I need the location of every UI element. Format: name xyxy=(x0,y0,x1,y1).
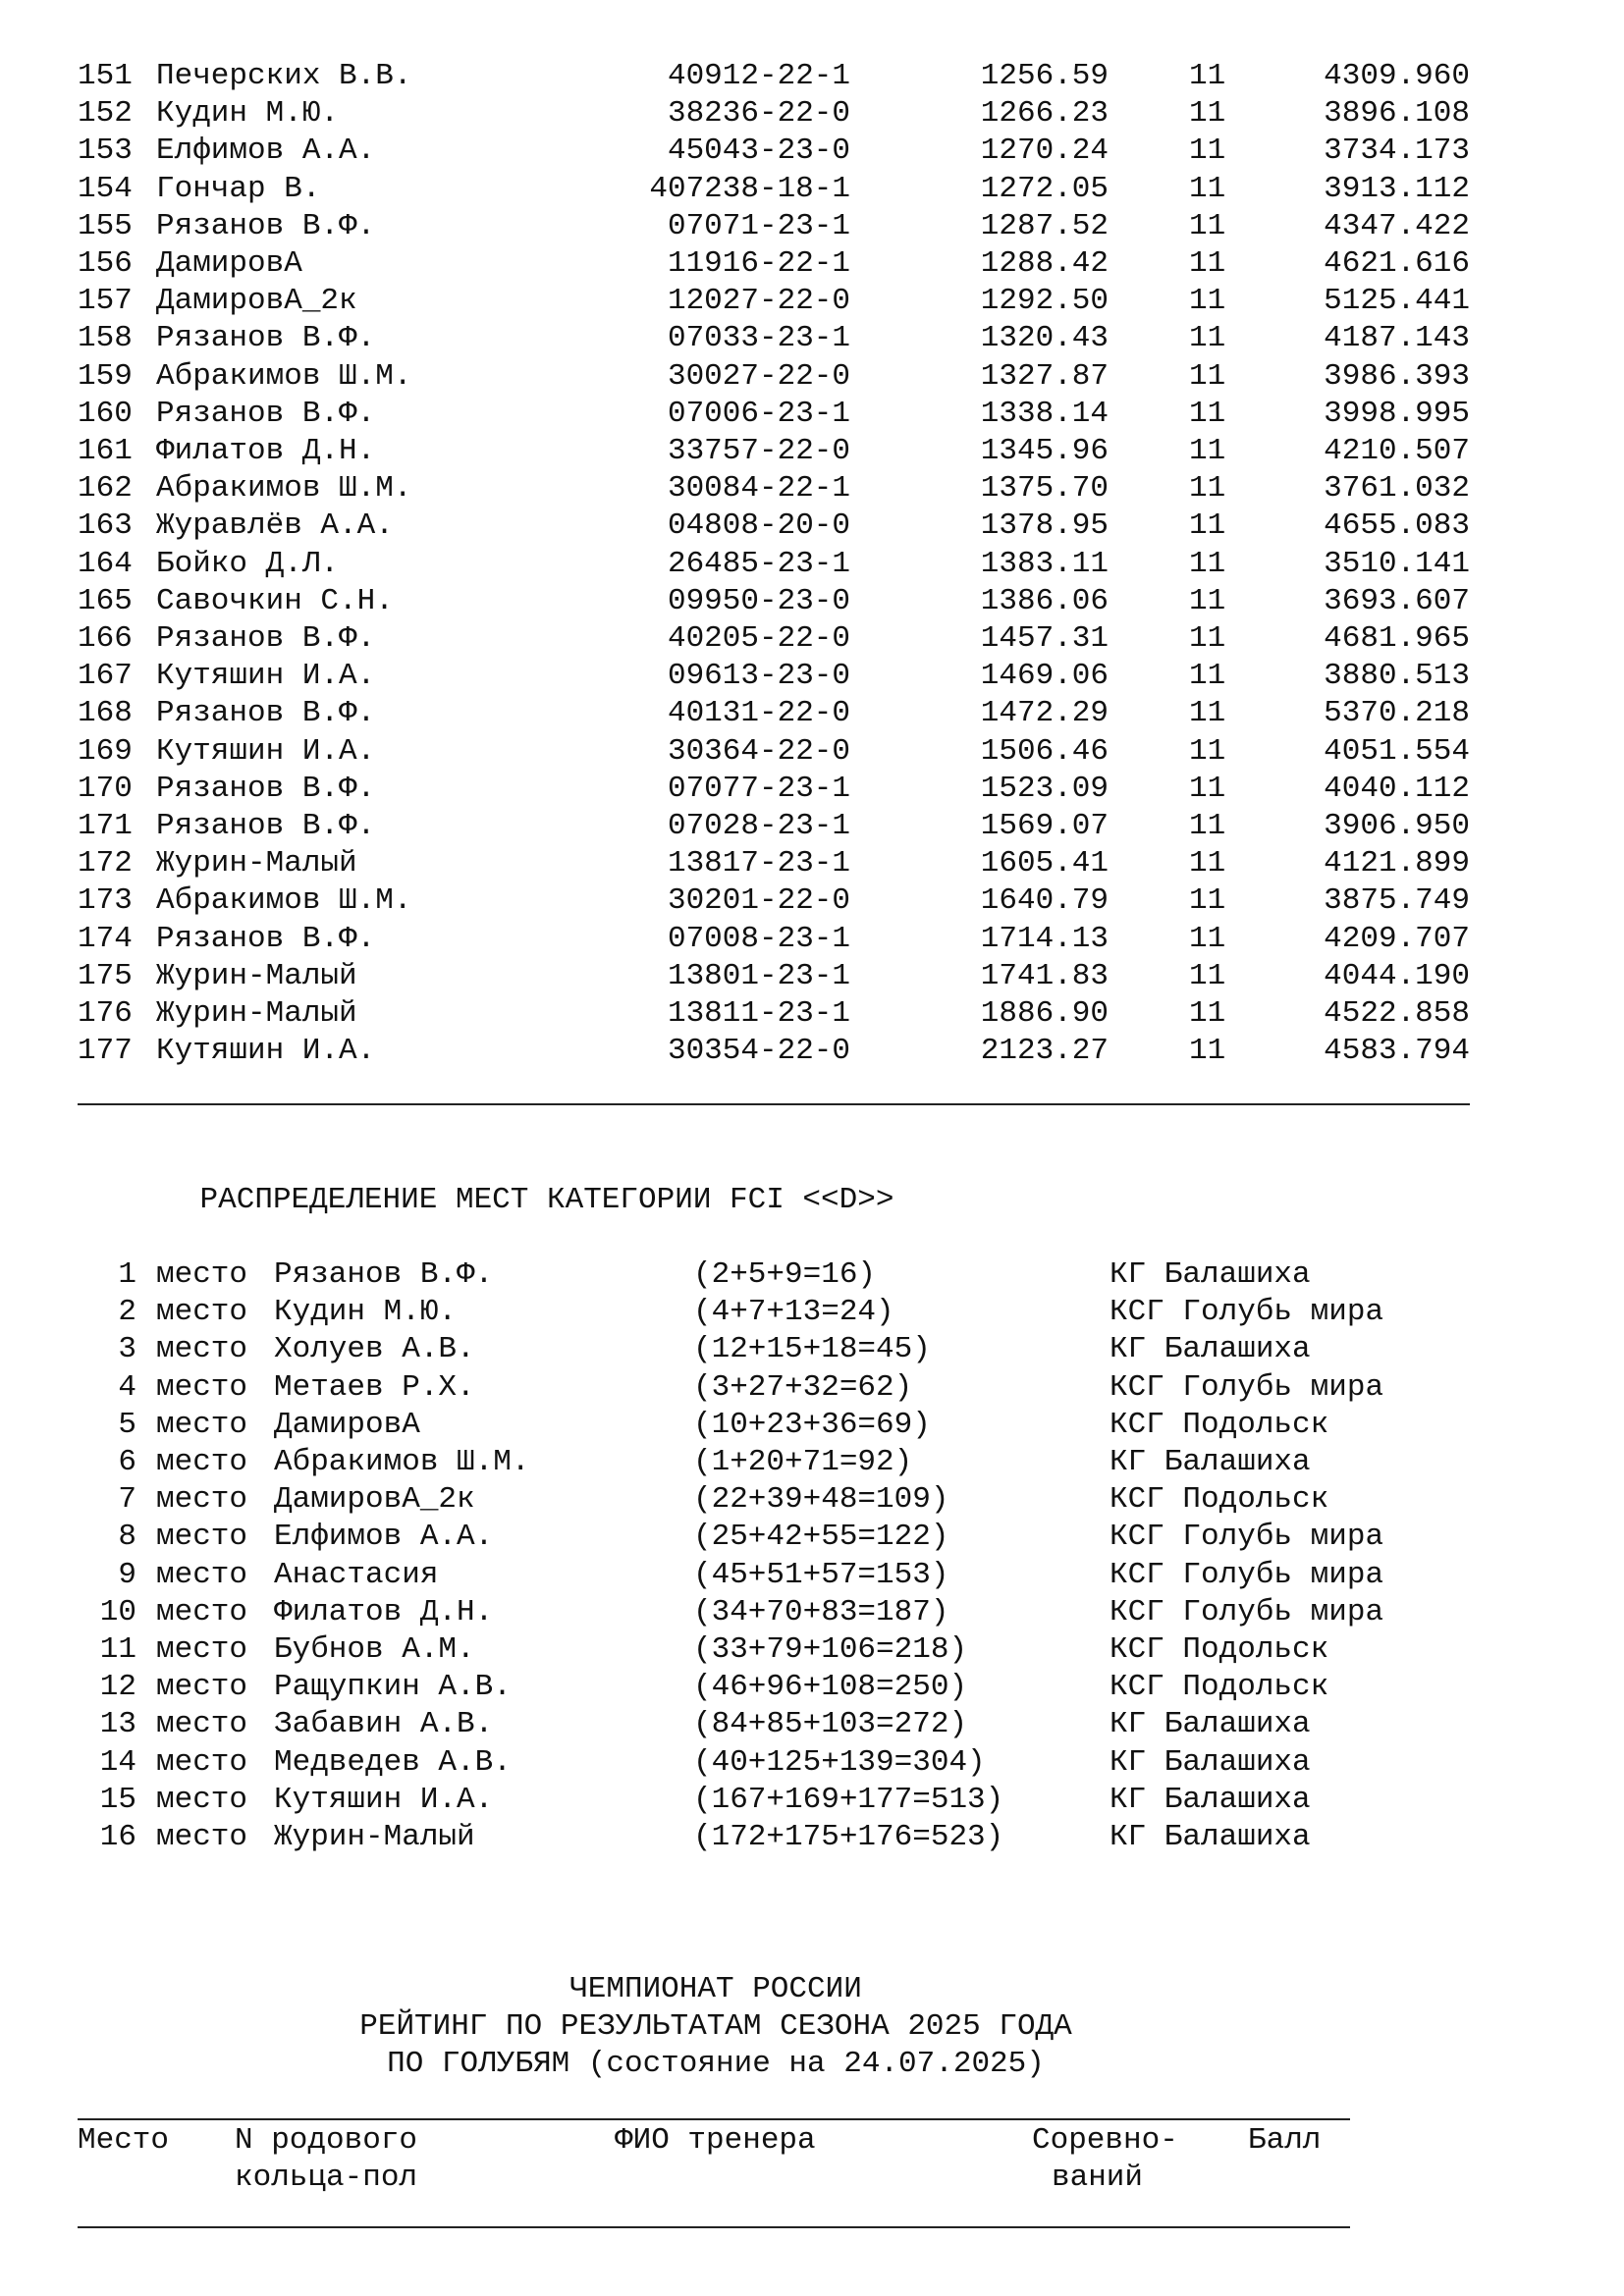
row-ring: 07006-23-1 xyxy=(667,397,850,431)
row-number: 156 xyxy=(78,246,133,281)
row-score: 1383.11 xyxy=(980,547,1109,581)
row-competitions: 11 xyxy=(1189,508,1226,543)
place-number: 9 xyxy=(118,1558,136,1592)
row-competitions: 11 xyxy=(1189,284,1226,318)
place-word: место xyxy=(156,1408,248,1442)
place-sum: (22+39+48=109) xyxy=(693,1482,949,1517)
row-trainer: ДамировА xyxy=(156,246,302,281)
place-word: место xyxy=(156,1595,248,1629)
row-number: 157 xyxy=(78,284,133,318)
place-word: место xyxy=(156,1820,248,1854)
row-score: 1523.09 xyxy=(980,772,1109,806)
row-number: 173 xyxy=(78,883,133,918)
place-number: 12 xyxy=(99,1670,136,1704)
row-number: 167 xyxy=(78,659,133,693)
row-number: 177 xyxy=(78,1034,133,1068)
row-ring: 07071-23-1 xyxy=(667,209,850,243)
place-club: КСГ Голубь мира xyxy=(1110,1595,1384,1629)
row-ring: 04808-20-0 xyxy=(667,508,850,543)
row-competitions: 11 xyxy=(1189,772,1226,806)
row-ring: 30027-22-0 xyxy=(667,359,850,394)
row-score: 2123.27 xyxy=(980,1034,1109,1068)
row-score: 1375.70 xyxy=(980,471,1109,506)
rating-title-state: ПО ГОЛУБЯМ (состояние на 24.07.2025) xyxy=(387,2047,1045,2081)
row-ball: 3761.032 xyxy=(1324,471,1470,506)
row-ring: 30084-22-1 xyxy=(667,471,850,506)
row-ring: 07028-23-1 xyxy=(667,809,850,843)
row-number: 169 xyxy=(78,734,133,769)
row-number: 165 xyxy=(78,584,133,618)
row-trainer: Рязанов В.Ф. xyxy=(156,321,376,355)
place-trainer: Ращупкин А.В. xyxy=(274,1670,512,1704)
place-sum: (46+96+108=250) xyxy=(693,1670,968,1704)
place-trainer: Забавин А.В. xyxy=(274,1707,494,1741)
row-number: 161 xyxy=(78,434,133,468)
row-number: 164 xyxy=(78,547,133,581)
row-trainer: Журин-Малый xyxy=(156,959,357,993)
row-ring: 09950-23-0 xyxy=(667,584,850,618)
distribution-title: РАСПРЕДЕЛЕНИЕ МЕСТ КАТЕГОРИИ FCI <<D>> xyxy=(199,1183,894,1217)
place-word: место xyxy=(156,1632,248,1667)
row-ring: 40131-22-0 xyxy=(667,696,850,730)
row-competitions: 11 xyxy=(1189,471,1226,506)
place-club: КСГ Подольск xyxy=(1110,1482,1329,1517)
row-competitions: 11 xyxy=(1189,696,1226,730)
place-word: место xyxy=(156,1295,248,1329)
column-competitions-line2: ваний xyxy=(1052,2161,1144,2195)
place-trainer: ДамировА xyxy=(274,1408,420,1442)
place-trainer: Филатов Д.Н. xyxy=(274,1595,494,1629)
row-score: 1469.06 xyxy=(980,659,1109,693)
place-sum: (25+42+55=122) xyxy=(693,1520,949,1554)
place-word: место xyxy=(156,1707,248,1741)
column-ring-line2: кольца-пол xyxy=(235,2161,418,2195)
row-ball: 4347.422 xyxy=(1324,209,1470,243)
place-word: место xyxy=(156,1370,248,1405)
row-score: 1569.07 xyxy=(980,809,1109,843)
row-number: 155 xyxy=(78,209,133,243)
row-ring: 13811-23-1 xyxy=(667,996,850,1031)
row-competitions: 11 xyxy=(1189,846,1226,881)
row-trainer: Рязанов В.Ф. xyxy=(156,809,376,843)
place-trainer: Медведев А.В. xyxy=(274,1745,512,1780)
row-score: 1338.14 xyxy=(980,397,1109,431)
row-competitions: 11 xyxy=(1189,359,1226,394)
place-trainer: Кудин М.Ю. xyxy=(274,1295,458,1329)
row-competitions: 11 xyxy=(1189,397,1226,431)
row-ball: 3913.112 xyxy=(1324,172,1470,206)
place-sum: (2+5+9=16) xyxy=(693,1257,877,1292)
row-competitions: 11 xyxy=(1189,209,1226,243)
row-competitions: 11 xyxy=(1189,1034,1226,1068)
row-competitions: 11 xyxy=(1189,547,1226,581)
row-competitions: 11 xyxy=(1189,434,1226,468)
row-number: 166 xyxy=(78,621,133,656)
row-ball: 3510.141 xyxy=(1324,547,1470,581)
row-ring: 13817-23-1 xyxy=(667,846,850,881)
place-number: 3 xyxy=(118,1332,136,1366)
row-ball: 4044.190 xyxy=(1324,959,1470,993)
row-competitions: 11 xyxy=(1189,996,1226,1031)
row-number: 154 xyxy=(78,172,133,206)
row-score: 1272.05 xyxy=(980,172,1109,206)
row-score: 1741.83 xyxy=(980,959,1109,993)
row-ball: 4051.554 xyxy=(1324,734,1470,769)
row-ring: 07077-23-1 xyxy=(667,772,850,806)
row-trainer: Рязанов В.Ф. xyxy=(156,621,376,656)
row-number: 168 xyxy=(78,696,133,730)
row-number: 172 xyxy=(78,846,133,881)
row-ball: 3875.749 xyxy=(1324,883,1470,918)
row-ring: 11916-22-1 xyxy=(667,246,850,281)
row-trainer: Журин-Малый xyxy=(156,996,357,1031)
row-ring: 07008-23-1 xyxy=(667,922,850,956)
row-competitions: 11 xyxy=(1189,133,1226,168)
place-trainer: Бубнов А.М. xyxy=(274,1632,475,1667)
row-competitions: 11 xyxy=(1189,883,1226,918)
place-word: место xyxy=(156,1520,248,1554)
place-club: КСГ Подольск xyxy=(1110,1632,1329,1667)
row-ball: 3693.607 xyxy=(1324,584,1470,618)
row-competitions: 11 xyxy=(1189,172,1226,206)
place-word: место xyxy=(156,1783,248,1817)
place-word: место xyxy=(156,1332,248,1366)
row-ring: 13801-23-1 xyxy=(667,959,850,993)
column-ring-line1: N родового xyxy=(235,2123,418,2158)
row-score: 1287.52 xyxy=(980,209,1109,243)
rating-title-championship: ЧЕМПИОНАТ РОССИИ xyxy=(569,1972,862,2006)
place-club: КГ Балашиха xyxy=(1110,1745,1311,1780)
place-word: место xyxy=(156,1558,248,1592)
row-score: 1506.46 xyxy=(980,734,1109,769)
row-number: 158 xyxy=(78,321,133,355)
place-club: КСГ Подольск xyxy=(1110,1670,1329,1704)
row-ball: 3734.173 xyxy=(1324,133,1470,168)
row-score: 1457.31 xyxy=(980,621,1109,656)
place-number: 2 xyxy=(118,1295,136,1329)
row-ball: 3986.393 xyxy=(1324,359,1470,394)
row-ball: 4040.112 xyxy=(1324,772,1470,806)
row-trainer: Филатов Д.Н. xyxy=(156,434,376,468)
row-ball: 4522.858 xyxy=(1324,996,1470,1031)
place-number: 4 xyxy=(118,1370,136,1405)
place-club: КГ Балашиха xyxy=(1110,1783,1311,1817)
place-sum: (1+20+71=92) xyxy=(693,1445,913,1479)
row-ring: 26485-23-1 xyxy=(667,547,850,581)
row-score: 1378.95 xyxy=(980,508,1109,543)
row-score: 1292.50 xyxy=(980,284,1109,318)
row-score: 1270.24 xyxy=(980,133,1109,168)
row-ring: 45043-23-0 xyxy=(667,133,850,168)
row-trainer: Абракимов Ш.М. xyxy=(156,359,412,394)
row-ball: 4187.143 xyxy=(1324,321,1470,355)
row-number: 171 xyxy=(78,809,133,843)
place-club: КСГ Голубь мира xyxy=(1110,1295,1384,1329)
place-trainer: ДамировА_2к xyxy=(274,1482,475,1517)
row-ring: 40912-22-1 xyxy=(667,59,850,93)
row-competitions: 11 xyxy=(1189,59,1226,93)
row-trainer: Кудин М.Ю. xyxy=(156,96,340,131)
place-word: место xyxy=(156,1670,248,1704)
row-ball: 4309.960 xyxy=(1324,59,1470,93)
place-sum: (84+85+103=272) xyxy=(693,1707,968,1741)
row-trainer: ДамировА_2к xyxy=(156,284,357,318)
row-number: 174 xyxy=(78,922,133,956)
column-place: Место xyxy=(78,2123,170,2158)
row-competitions: 11 xyxy=(1189,321,1226,355)
rating-title-season: РЕЙТИНГ ПО РЕЗУЛЬТАТАМ СЕЗОНА 2025 ГОДА xyxy=(359,2009,1072,2044)
place-trainer: Рязанов В.Ф. xyxy=(274,1257,494,1292)
row-trainer: Журавлёв А.А. xyxy=(156,508,394,543)
place-sum: (167+169+177=513) xyxy=(693,1783,1004,1817)
place-trainer: Елфимов А.А. xyxy=(274,1520,494,1554)
row-trainer: Рязанов В.Ф. xyxy=(156,922,376,956)
row-ring: 40205-22-0 xyxy=(667,621,850,656)
row-ring: 38236-22-0 xyxy=(667,96,850,131)
place-trainer: Кутяшин И.А. xyxy=(274,1783,494,1817)
row-number: 153 xyxy=(78,133,133,168)
row-trainer: Гончар В. xyxy=(156,172,321,206)
place-sum: (40+125+139=304) xyxy=(693,1745,986,1780)
row-number: 151 xyxy=(78,59,133,93)
row-ring: 30364-22-0 xyxy=(667,734,850,769)
place-club: КГ Балашиха xyxy=(1110,1332,1311,1366)
place-number: 1 xyxy=(118,1257,136,1292)
place-trainer: Анастасия xyxy=(274,1558,439,1592)
row-competitions: 11 xyxy=(1189,959,1226,993)
row-ring: 07033-23-1 xyxy=(667,321,850,355)
row-ball: 4583.794 xyxy=(1324,1034,1470,1068)
place-number: 11 xyxy=(99,1632,136,1667)
row-ball: 3906.950 xyxy=(1324,809,1470,843)
column-competitions-line1: Соревно- xyxy=(1032,2123,1178,2158)
place-number: 13 xyxy=(99,1707,136,1741)
row-trainer: Абракимов Ш.М. xyxy=(156,471,412,506)
place-club: КГ Балашиха xyxy=(1110,1707,1311,1741)
place-sum: (4+7+13=24) xyxy=(693,1295,894,1329)
row-ball: 4210.507 xyxy=(1324,434,1470,468)
row-number: 162 xyxy=(78,471,133,506)
place-trainer: Журин-Малый xyxy=(274,1820,475,1854)
row-number: 163 xyxy=(78,508,133,543)
place-number: 7 xyxy=(118,1482,136,1517)
place-club: КГ Балашиха xyxy=(1110,1820,1311,1854)
place-word: место xyxy=(156,1745,248,1780)
row-number: 176 xyxy=(78,996,133,1031)
place-number: 8 xyxy=(118,1520,136,1554)
place-number: 16 xyxy=(99,1820,136,1854)
place-club: КСГ Подольск xyxy=(1110,1408,1329,1442)
row-ring: 33757-22-0 xyxy=(667,434,850,468)
row-ball: 3880.513 xyxy=(1324,659,1470,693)
row-competitions: 11 xyxy=(1189,659,1226,693)
row-ball: 3896.108 xyxy=(1324,96,1470,131)
row-trainer: Печерских В.В. xyxy=(156,59,412,93)
row-ring: 12027-22-0 xyxy=(667,284,850,318)
row-trainer: Кутяшин И.А. xyxy=(156,734,376,769)
place-sum: (33+79+106=218) xyxy=(693,1632,968,1667)
row-trainer: Журин-Малый xyxy=(156,846,357,881)
row-trainer: Абракимов Ш.М. xyxy=(156,883,412,918)
row-trainer: Савочкин С.Н. xyxy=(156,584,394,618)
place-number: 15 xyxy=(99,1783,136,1817)
column-ball: Балл xyxy=(1248,2123,1322,2158)
row-competitions: 11 xyxy=(1189,922,1226,956)
row-competitions: 11 xyxy=(1189,96,1226,131)
row-competitions: 11 xyxy=(1189,809,1226,843)
row-score: 1605.41 xyxy=(980,846,1109,881)
place-club: КСГ Голубь мира xyxy=(1110,1520,1384,1554)
place-trainer: Метаев Р.Х. xyxy=(274,1370,475,1405)
row-score: 1256.59 xyxy=(980,59,1109,93)
row-trainer: Рязанов В.Ф. xyxy=(156,397,376,431)
row-ball: 4121.899 xyxy=(1324,846,1470,881)
row-number: 152 xyxy=(78,96,133,131)
row-ring: 407238-18-1 xyxy=(649,172,850,206)
row-ring: 09613-23-0 xyxy=(667,659,850,693)
row-trainer: Рязанов В.Ф. xyxy=(156,209,376,243)
row-ball: 5370.218 xyxy=(1324,696,1470,730)
place-number: 6 xyxy=(118,1445,136,1479)
place-sum: (3+27+32=62) xyxy=(693,1370,913,1405)
place-club: КСГ Голубь мира xyxy=(1110,1370,1384,1405)
row-trainer: Кутяшин И.А. xyxy=(156,659,376,693)
row-ball: 4655.083 xyxy=(1324,508,1470,543)
row-ball: 4621.616 xyxy=(1324,246,1470,281)
row-ring: 30201-22-0 xyxy=(667,883,850,918)
row-score: 1640.79 xyxy=(980,883,1109,918)
place-number: 5 xyxy=(118,1408,136,1442)
place-sum: (34+70+83=187) xyxy=(693,1595,949,1629)
row-trainer: Кутяшин И.А. xyxy=(156,1034,376,1068)
row-ball: 4681.965 xyxy=(1324,621,1470,656)
row-number: 159 xyxy=(78,359,133,394)
row-number: 170 xyxy=(78,772,133,806)
row-competitions: 11 xyxy=(1189,621,1226,656)
place-word: место xyxy=(156,1257,248,1292)
place-sum: (172+175+176=523) xyxy=(693,1820,1004,1854)
place-number: 10 xyxy=(99,1595,136,1629)
row-ball: 3998.995 xyxy=(1324,397,1470,431)
place-sum: (45+51+57=153) xyxy=(693,1558,949,1592)
row-competitions: 11 xyxy=(1189,584,1226,618)
header-bottom-rule xyxy=(78,2226,1350,2228)
row-score: 1288.42 xyxy=(980,246,1109,281)
row-trainer: Елфимов А.А. xyxy=(156,133,376,168)
row-score: 1714.13 xyxy=(980,922,1109,956)
row-score: 1345.96 xyxy=(980,434,1109,468)
row-score: 1327.87 xyxy=(980,359,1109,394)
row-score: 1266.23 xyxy=(980,96,1109,131)
row-score: 1386.06 xyxy=(980,584,1109,618)
row-trainer: Бойко Д.Л. xyxy=(156,547,340,581)
row-score: 1886.90 xyxy=(980,996,1109,1031)
place-sum: (12+15+18=45) xyxy=(693,1332,931,1366)
place-club: КСГ Голубь мира xyxy=(1110,1558,1384,1592)
column-trainer: ФИО тренера xyxy=(615,2123,816,2158)
row-competitions: 11 xyxy=(1189,734,1226,769)
row-number: 175 xyxy=(78,959,133,993)
place-club: КГ Балашиха xyxy=(1110,1445,1311,1479)
place-trainer: Абракимов Ш.М. xyxy=(274,1445,530,1479)
place-sum: (10+23+36=69) xyxy=(693,1408,931,1442)
row-trainer: Рязанов В.Ф. xyxy=(156,772,376,806)
place-number: 14 xyxy=(99,1745,136,1780)
row-ball: 5125.441 xyxy=(1324,284,1470,318)
results-end-rule xyxy=(78,1103,1470,1105)
row-ring: 30354-22-0 xyxy=(667,1034,850,1068)
place-word: место xyxy=(156,1482,248,1517)
header-top-rule xyxy=(78,2118,1350,2120)
row-score: 1472.29 xyxy=(980,696,1109,730)
row-trainer: Рязанов В.Ф. xyxy=(156,696,376,730)
row-ball: 4209.707 xyxy=(1324,922,1470,956)
row-score: 1320.43 xyxy=(980,321,1109,355)
place-word: место xyxy=(156,1445,248,1479)
place-trainer: Холуев А.В. xyxy=(274,1332,475,1366)
row-competitions: 11 xyxy=(1189,246,1226,281)
row-number: 160 xyxy=(78,397,133,431)
place-club: КГ Балашиха xyxy=(1110,1257,1311,1292)
